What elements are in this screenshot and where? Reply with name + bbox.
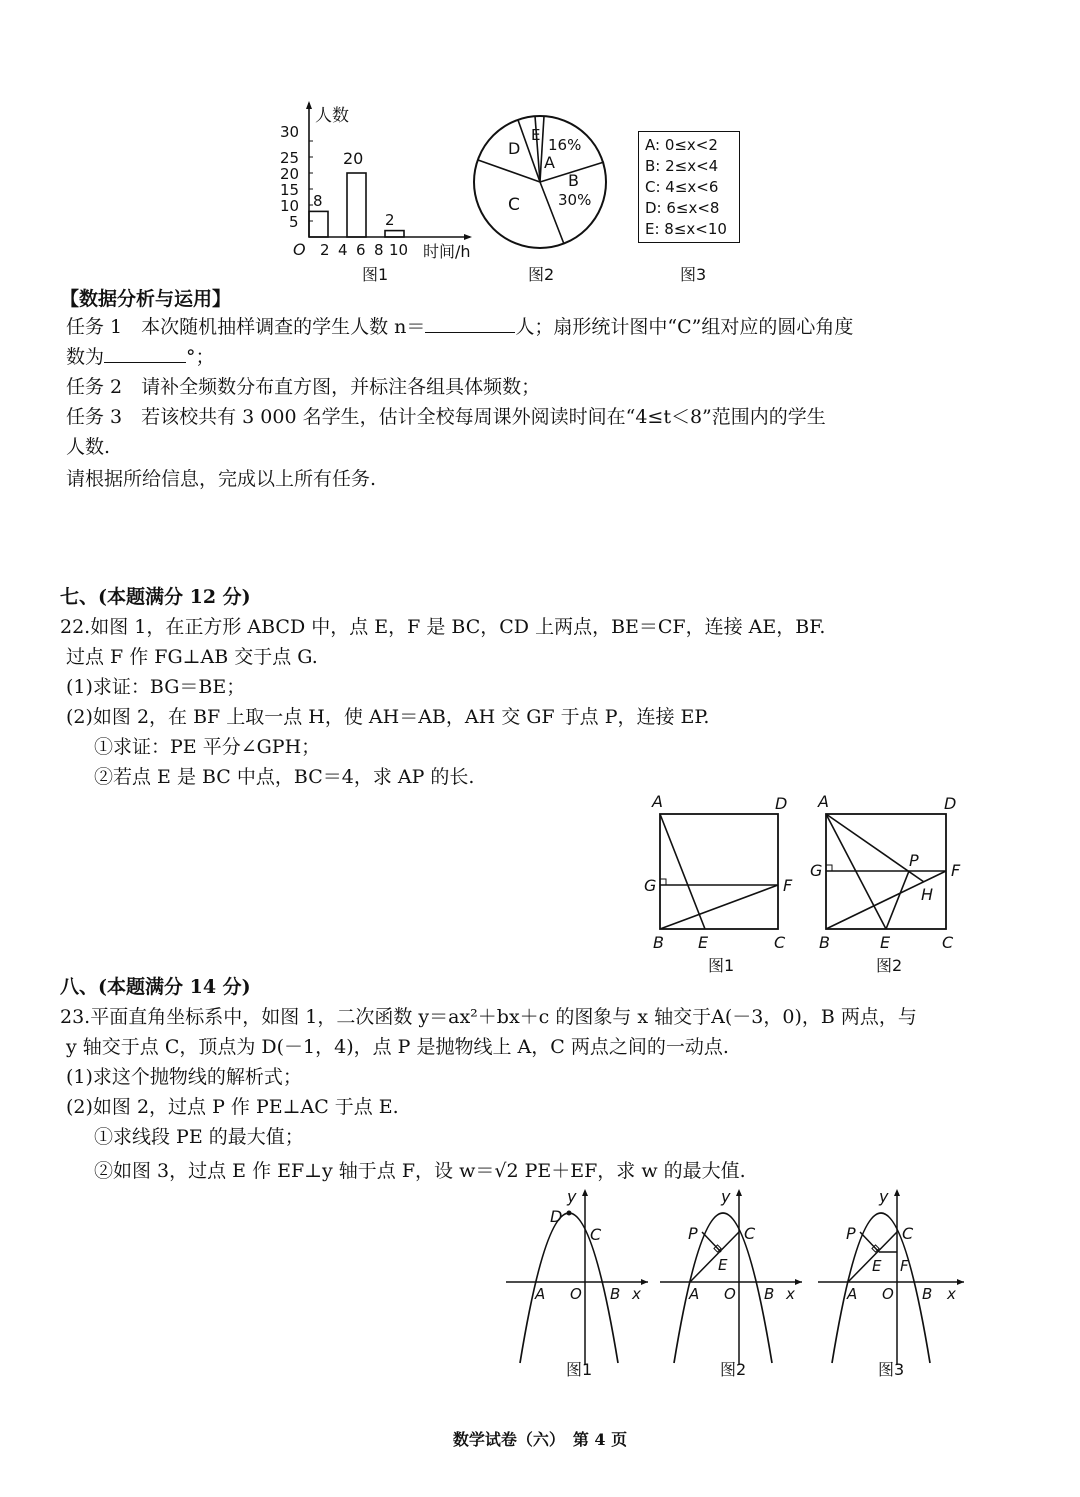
pie-pct-b: 30% (558, 191, 592, 209)
hist-ylabel: 人数 (315, 106, 349, 126)
task1-text-a: 任务 1 本次随机抽样调查的学生人数 n＝ (66, 316, 426, 338)
hist-xtick: 2 (320, 241, 330, 259)
hist-bar (347, 173, 366, 237)
q23f2-label: O (724, 1285, 736, 1303)
q23-line: ②如图 3，过点 E 作 EF⊥y 轴于点 F，设 w＝√2 PE＋EF，求 w 的最大值. (94, 1160, 746, 1182)
q22-fig1-caption: 图1 (708, 956, 735, 975)
q23f2-label: C (744, 1224, 756, 1243)
histogram-figure (275, 95, 480, 270)
q22f2-label: D (944, 794, 957, 813)
q22-line: (1)求证：BG＝BE； (66, 676, 246, 698)
q22-line: 22.如图 1，在正方形 ABCD 中，点 E，F 是 BC，CD 上两点，BE＝CF，连接 AE，BF. (60, 616, 826, 638)
hist-ytick: 20 (280, 165, 300, 183)
q23-figure-2 (656, 1185, 806, 1385)
hist-ytick: 15 (280, 181, 300, 199)
q22-section: 七、(本题满分 12 分) (60, 586, 251, 608)
hist-bar-label: 8 (313, 192, 323, 210)
q23f3-label: B (922, 1285, 933, 1303)
q22-line: (2)如图 2，在 BF 上取一点 H，使 AH＝AB，AH 交 GF 于点 P，连接 EP. (66, 706, 710, 728)
q23-fig1-caption: 图1 (566, 1360, 593, 1379)
q23-line: 23.平面直角坐标系中，如图 1，二次函数 y＝ax²＋bx＋c 的图象与 x 轴交于A(－3，0)，B 两点，与 (60, 1006, 917, 1028)
q22f1-label: A (652, 792, 663, 811)
hist-bar (309, 211, 328, 237)
task1-line (66, 312, 853, 342)
q23f1-label: B (610, 1285, 621, 1303)
q23-line: (1)求这个抛物线的解析式； (66, 1066, 302, 1088)
legend-item: D: 6≤x<8 (645, 199, 720, 217)
task1-text-b: 人；扇形统计图中“C”组对应的圆心角度 (515, 316, 854, 338)
q22f1-label: G (644, 876, 657, 895)
task1-blank-angle (104, 342, 186, 363)
q22f2-label: H (921, 885, 934, 904)
legend-item: E: 8≤x<10 (645, 220, 727, 238)
q23f2-label: B (764, 1285, 775, 1303)
q23f1-label: C (590, 1225, 602, 1244)
legend-caption: 图3 (680, 265, 707, 284)
q22-line: ②若点 E 是 BC 中点，BC＝4，求 AP 的长. (94, 766, 475, 788)
section-heading: 【数据分析与运用】 (60, 288, 232, 310)
q23f3-label: A (847, 1285, 858, 1303)
legend-item: B: 2≤x<4 (645, 157, 719, 175)
q23-fig3-caption: 图3 (878, 1360, 905, 1379)
q23f1-label: x (632, 1285, 641, 1303)
hist-bar-label: 2 (385, 211, 395, 229)
q23f3-label: C (902, 1224, 914, 1243)
legend-item: A: 0≤x<2 (645, 136, 718, 154)
q23f1-label: y (567, 1187, 577, 1206)
q23f1-label: O (570, 1285, 582, 1303)
hist-caption: 图1 (362, 265, 389, 284)
q22-figure-1 (640, 790, 800, 955)
hist-xtick: 8 (374, 241, 384, 259)
pie-label-d: D (508, 139, 521, 158)
task2-line: 任务 2 请补全频数分布直方图，并标注各组具体频数； (66, 376, 541, 398)
q23f2-label: E (718, 1256, 728, 1274)
hist-y-arrow (306, 101, 312, 109)
page-footer: 数学试卷（六） 第 4 页 (452, 1430, 628, 1449)
hist-ytick: 25 (280, 149, 300, 167)
q23-figure-1 (502, 1185, 652, 1385)
pie-pct-a: 16% (548, 136, 582, 154)
hist-xtick: 4 (338, 241, 348, 259)
hist-xlabel: 时间/h (423, 242, 471, 261)
q22f1-label: E (698, 933, 709, 952)
q23-line: (2)如图 2，过点 P 作 PE⊥AC 于点 E. (66, 1096, 399, 1118)
q22f1-label: D (775, 794, 788, 813)
q22f1-label: C (774, 933, 786, 952)
hist-bar (385, 231, 404, 237)
q23-figure-3 (814, 1185, 969, 1385)
q23-fig2-caption: 图2 (720, 1360, 747, 1379)
q23f3-label: y (879, 1187, 889, 1206)
pie-caption: 图2 (528, 265, 555, 284)
q22-line: 过点 F 作 FG⊥AB 交于点 G. (66, 646, 318, 668)
q23f3-label: F (900, 1257, 909, 1275)
pie-label-e: E (531, 126, 541, 144)
hist-xtick: 10 (389, 241, 409, 259)
q22f2-label: G (810, 861, 823, 880)
task3-line: 任务 3 若该校共有 3 000 名学生，估计全校每周课外阅读时间在“4≤t＜8”范围内的学生 (66, 406, 826, 428)
q23f1-label: A (535, 1285, 546, 1303)
pie-label-b: B (568, 171, 579, 190)
q23f3-label: P (846, 1224, 856, 1243)
pie-label-a: A (544, 153, 555, 172)
hist-xtick: 6 (356, 241, 366, 259)
task1-text-d: °； (186, 346, 215, 368)
pie-figure (470, 112, 610, 252)
q22f1-label: B (653, 933, 664, 952)
q23-line: ①求线段 PE 的最大值； (94, 1126, 304, 1148)
hist-ytick: 10 (280, 197, 300, 215)
q22f2-label: B (819, 933, 830, 952)
q22f2-label: F (951, 861, 961, 880)
q23f2-label: A (689, 1285, 700, 1303)
legend-item: C: 4≤x<6 (645, 178, 719, 196)
q23f3-label: x (947, 1285, 956, 1303)
legend-box (638, 131, 740, 243)
q23f2-label: P (688, 1224, 698, 1243)
task1-text-c: 数为 (66, 346, 105, 368)
task1-line-2 (66, 342, 215, 372)
q22f2-label: P (909, 851, 919, 870)
q23f1-label: D (550, 1207, 563, 1226)
q22-line: ①求证：PE 平分∠GPH； (94, 736, 321, 758)
q23-line: y 轴交于点 C，顶点为 D(－1，4)，点 P 是抛物线上 A，C 两点之间的一动点. (66, 1036, 729, 1058)
q23-section: 八、(本题满分 14 分) (60, 976, 251, 998)
q23f2-label: y (721, 1187, 731, 1206)
pie-label-c: C (508, 195, 520, 215)
hist-origin: O (293, 240, 306, 259)
q22f1-label: F (783, 876, 793, 895)
closing-line: 请根据所给信息，完成以上所有任务. (66, 468, 377, 490)
q22-fig2-caption: 图2 (876, 956, 903, 975)
q22f2-label: E (880, 933, 891, 952)
hist-bar-label: 20 (343, 149, 364, 168)
hist-ytick: 5 (289, 213, 299, 231)
q23f3-label: E (872, 1257, 882, 1275)
q22f2-label: C (942, 933, 954, 952)
q22-figure-2 (806, 790, 971, 955)
task3-line-2: 人数. (66, 436, 111, 458)
q22f2-label: A (818, 792, 829, 811)
hist-ytick: 30 (280, 123, 300, 141)
q23f2-label: x (786, 1285, 795, 1303)
q23f3-label: O (882, 1285, 894, 1303)
task1-blank-n (425, 312, 515, 333)
